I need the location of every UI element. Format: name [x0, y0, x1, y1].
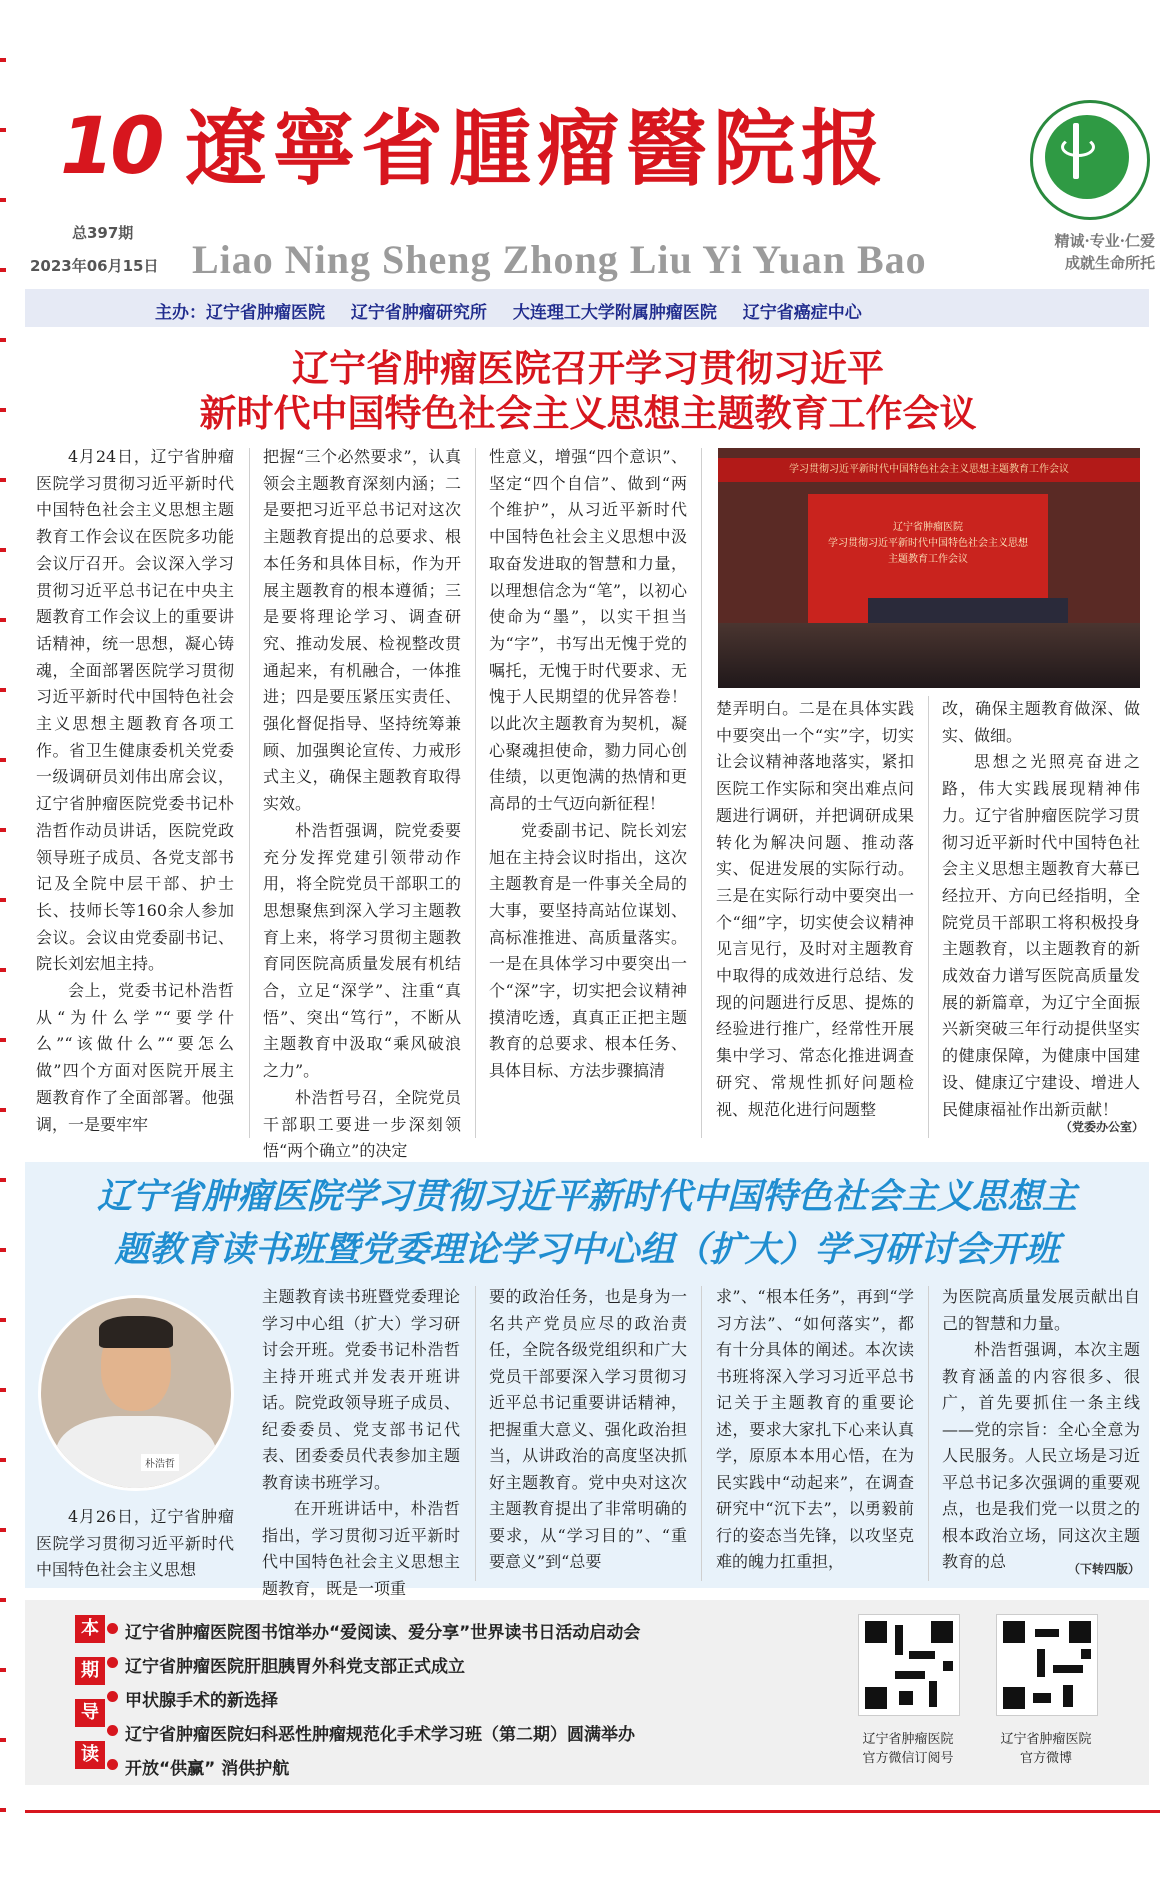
total-issue: 总397期: [72, 224, 134, 242]
slogan-line2: 成就生命所托: [1064, 254, 1155, 272]
paragraph: 朴浩哲号召，全院党员干部职工要进一步深刻领悟“两个确立”的决定: [263, 1087, 461, 1161]
wechat-qr-code-icon[interactable]: [858, 1614, 960, 1716]
column-divider: [475, 448, 476, 1138]
issue-date: 2023年06月15日: [30, 257, 159, 275]
article1-column-4: [716, 696, 914, 1123]
column-divider: [475, 1286, 476, 1581]
paragraph: 在开班讲话中，朴浩哲指出，学习贯彻习近平新时代中国特色社会主义思想主题教育，既是一项重: [262, 1499, 460, 1598]
bullet-icon: [107, 1657, 118, 1668]
article2-column-3: [489, 1284, 687, 1576]
article2-column-4: [716, 1284, 914, 1576]
weibo-qr-caption: [976, 1730, 1116, 1768]
qr-caption-line: 辽宁省肿瘤医院: [1000, 1732, 1092, 1747]
photo-banner: 学习贯彻习近平新时代中国特色社会主义思想主题教育工作会议: [718, 458, 1140, 482]
footer-rule: [25, 1810, 1160, 1813]
speaker-portrait: [38, 1295, 234, 1491]
qr-caption-line: 官方微博: [1019, 1751, 1072, 1766]
sponsors: 主办：辽宁省肿瘤医院 辽宁省肿瘤研究所 大连理工大学附属肿瘤医院 辽宁省癌症中心: [155, 303, 862, 323]
article1-column-1: [36, 444, 234, 1138]
paragraph: 党委副书记、院长刘宏旭在主持会议时指出，这次主题教育是一件事关全局的大事，要坚持高站位谋划、高标准推进、高质量落实。一是在具体学习中要突出一个“深”字，切实把会议精神摸清吃透，真真正正把主题教育的总要求、根本任务、具体目标、方法步骤搞清: [489, 820, 687, 1081]
toc-item-text: 辽宁省肿瘤医院肝胆胰胃外科党支部正式成立: [125, 1657, 465, 1677]
paragraph: 性意义，增强“四个意识”、坚定“四个自信”、做到“两个维护”，从习近平新时代中国特色社会主义思想中汲取奋发进取的智慧和力量，以理想信念为“笔”，以初心使命为“墨”，以实干担当为“字”，书写出无愧于党的嘱托，无愧于时代要求、无愧于人民期望的优异答卷！以此次主题教育为契机，凝心聚魂担使命，勠力同心创佳绩，以更饱满的热情和更高昂的士气迈向新征程！: [489, 447, 687, 814]
photo-screen-text: [808, 520, 1048, 568]
bullet-icon: [107, 1725, 118, 1736]
paragraph: 朴浩哲强调，本次主题教育涵盖的内容很多、很广，首先要抓住一条主线——党的宗旨：全心全意为人民服务。人民立场是习近平总书记多次强调的重要观点，也是我们党一以贯之的根本政治立场，同这次主题教育的总: [942, 1340, 1140, 1571]
paragraph: 朴浩哲强调，院党委要充分发挥党建引领带动作用，将全院党员干部职工的思想聚焦到深入学习主题教育上来，将学习贯彻主题教育同医院高质量发展有机结合，立足“深学”、注重“真悟”、突出“笃行”，不断从主题教育中汲取“乘风破浪之力”。: [263, 820, 461, 1081]
article2-column-2: [262, 1284, 460, 1602]
qr-caption-line: 辽宁省肿瘤医院: [862, 1732, 954, 1747]
article1-headline-line1: 辽宁省肿瘤医院召开学习贯彻习近平: [292, 347, 884, 390]
column-divider: [249, 448, 250, 1138]
toc-label: 读: [75, 1741, 105, 1769]
paragraph: 主题教育读书班暨党委理论学习中心组（扩大）学习研讨会开班。党委书记朴浩哲主持开班式并发表开班讲话。院党政领导班子成员、纪委委员、党支部书记代表、团委委员代表参加主题教育读书班学习。: [262, 1287, 460, 1492]
photo-screen-line: 主题教育工作会议: [888, 554, 968, 565]
toc-item-text: 甲状腺手术的新选择: [125, 1691, 278, 1711]
toc-item[interactable]: [125, 1618, 640, 1643]
paragraph: 求”、“根本任务”，再到“学习方法”、“如何落实”，都有十分具体的阐述。本次读书班将深入学习习近平总书记关于主题教育的重要论述，要求大家扎下心来认真学，原原本本用心悟，在为民实践中“动起来”，在调查研究中“沉下去”，以勇毅前行的姿态当先锋，以攻坚克难的魄力扛重担，: [716, 1287, 914, 1571]
column-divider: [701, 448, 702, 1138]
paragraph: 会上，党委书记朴浩哲从“为什么学”“要学什么”“该做什么”“要怎么做”四个方面对医院开展主题教育作了全面部署。他强调，一是要牢牢: [36, 981, 234, 1134]
wechat-qr-caption: [838, 1730, 978, 1768]
bullet-icon: [107, 1691, 118, 1702]
toc-item[interactable]: [125, 1652, 465, 1677]
bullet-icon: [107, 1759, 118, 1770]
weibo-qr-code-icon[interactable]: [996, 1614, 1098, 1716]
slogan-line1: 精诚·专业·仁爱: [1054, 232, 1155, 250]
slogan: [995, 230, 1155, 274]
newspaper-title: 遼寧省腫瘤醫院报: [185, 101, 890, 197]
hospital-logo-icon: [1030, 100, 1150, 220]
toc-item[interactable]: [125, 1686, 278, 1711]
paragraph: 楚弄明白。二是在具体实践中要突出一个“实”字，切实让会议精神落地落实，紧扣医院工作实际和突出难点问题进行调研，并把调研成果转化为解决问题、推动落实、促进发展的实际行动。三是在实际行动中要突出一个“细”字，切实使会议精神见言见行，及时对主题教育中取得的成效进行总结、发现的问题进行反思、提炼的经验进行推广，经常性开展集中学习、常态化推进调查研究、常规性抓好问题检视、规范化进行问题整: [716, 699, 914, 1119]
column-divider: [928, 1286, 929, 1581]
paragraph: 把握“三个必然要求”，认真领会主题教育深刻内涵；二是要把习近平总书记对这次主题教育提出的总要求、根本任务和具体目标，作为开展主题教育的根本遵循；三是要将理论学习、调查研究、推动发展、检视整改贯通起来，有机融合，一体推进；四是要压紧压实责任、强化督促指导、坚持统筹兼顾、加强舆论宣传、力戒形式主义，确保主题教育取得实效。: [263, 447, 461, 814]
photo-screen-line: 学习贯彻习近平新时代中国特色社会主义思想: [828, 538, 1028, 549]
qr-caption-line: 官方微信订阅号: [862, 1751, 954, 1766]
photo-screen-line: 辽宁省肿瘤医院: [893, 522, 963, 533]
toc-item[interactable]: [125, 1754, 289, 1779]
article2-headline-line2: 题教育读书班暨党委理论学习中心组（扩大）学习研讨会开班: [114, 1229, 1060, 1270]
article2-headline-line1: 辽宁省肿瘤医院学习贯彻习近平新时代中国特色社会主义思想主: [96, 1176, 1077, 1217]
paragraph: 要的政治任务，也是身为一名共产党员应尽的政治责任，全院各级党组织和广大党员干部要深入学习贯彻习近平总书记重要讲话精神，把握重大意义、强化政治担当，从讲政治的高度坚决抓好主题教育。党中央对这次主题教育提出了非常明确的要求，从“学习目的”、“重要意义”到“总要: [489, 1287, 687, 1571]
article1-headline-line2: 新时代中国特色社会主义思想主题教育工作会议: [199, 392, 977, 435]
pinyin-title: Liao Ning Sheng Zhong Liu Yi Yuan Bao: [192, 237, 927, 282]
toc-item-text: 辽宁省肿瘤医院妇科恶性肿瘤规范化手术学习班（第二期）圆满举办: [125, 1725, 635, 1745]
meeting-photo: [718, 448, 1140, 688]
bullet-icon: [107, 1623, 118, 1634]
toc-label: 本: [75, 1615, 105, 1643]
continued-note: （下转四版）: [1068, 1562, 1141, 1576]
article1-column-3: [489, 444, 687, 1085]
article2-column-5: [942, 1284, 1140, 1576]
article1-column-5: [942, 696, 1140, 1123]
paragraph: 为医院高质量发展贡献出自己的智慧和力量。: [942, 1287, 1140, 1333]
paragraph: 思想之光照亮奋进之路，伟大实践展现精神伟力。辽宁省肿瘤医院学习贯彻习近平新时代中国特色社会主义思想主题教育大幕已经拉开、方向已经指明，全院党员干部职工将积极投身主题教育，以主题教育的新成效奋力谱写医院高质量发展的新篇章，为辽宁全面振兴新突破三年行动提供坚实的健康保障，为健康中国建设、健康辽宁建设、增进人民健康福祉作出新贡献！: [942, 752, 1140, 1119]
toc-item-text: 辽宁省肿瘤医院图书馆举办“爱阅读、爱分享”世界读书日活动启动会: [125, 1623, 641, 1643]
paragraph: 4月24日，辽宁省肿瘤医院学习贯彻习近平新时代中国特色社会主义思想主题教育工作会议在医院多功能会议厅召开。会议深入学习贯彻习近平总书记在中央主题教育工作会议上的重要讲话精神，统一思想，凝心铸魂，全面部署医院学习贯彻习近平新时代中国特色社会主义思想主题教育各项工作。省卫生健康委机关党委一级调研员刘伟出席会议，辽宁省肿瘤医院党委书记朴浩哲作动员讲话，医院党政领导班子成员、各党支部书记及全院中层干部、护士长、技师长等160余人参加会议。会议由党委副书记、院长刘宏旭主持。: [36, 447, 234, 974]
article2-column-1: [36, 1504, 234, 1584]
page-number: 10: [60, 102, 161, 192]
toc-label: 导: [75, 1699, 105, 1727]
article1-credit: （党委办公室）: [1060, 1120, 1145, 1134]
photo-audience: [718, 623, 1140, 688]
paragraph: 改，确保主题教育做深、做实、做细。: [942, 699, 1140, 745]
toc-item[interactable]: [125, 1720, 635, 1745]
toc-label: 期: [75, 1657, 105, 1685]
toc-item-text: 开放“供赢” 消供护航: [125, 1759, 290, 1779]
column-divider: [928, 696, 929, 1138]
article1-column-2: [263, 444, 461, 1165]
portrait-nameplate: 朴浩哲: [141, 1454, 179, 1471]
column-divider: [701, 1286, 702, 1581]
paragraph: 4月26日，辽宁省肿瘤医院学习贯彻习近平新时代中国特色社会主义思想: [36, 1507, 234, 1579]
